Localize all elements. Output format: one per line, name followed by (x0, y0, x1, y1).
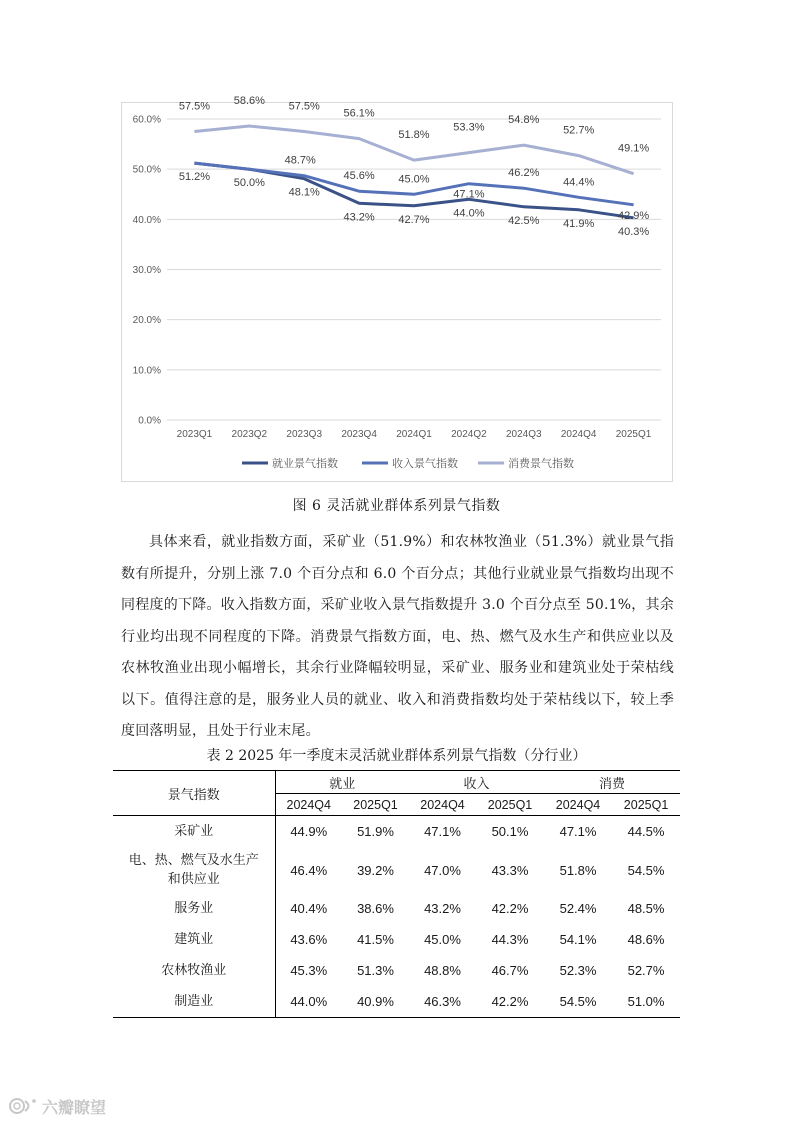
row-label-line: 制造业 (174, 994, 214, 1009)
camera-lens-icon (8, 1095, 38, 1117)
watermark-text: 六瓣瞭望 (42, 1097, 107, 1117)
table-cell: 44.5% (627, 824, 665, 839)
table-cell: 40.4% (290, 901, 328, 916)
x-tick-label: 2024Q4 (560, 429, 597, 440)
table-cell: 51.3% (357, 963, 394, 978)
data-label: 49.1% (617, 142, 650, 155)
table-cell: 43.2% (424, 901, 461, 916)
table-row (113, 847, 680, 893)
period-header: 2025Q1 (342, 794, 409, 816)
table-caption: 表 2 2025 年一季度末灵活就业群体系列景气指数（分行业） (206, 748, 587, 764)
data-label: 42.5% (508, 214, 540, 227)
y-tick-label: 50.0% (132, 164, 161, 176)
group-header-income: 收入 (409, 771, 544, 794)
data-label: 58.6% (233, 95, 265, 108)
group-header-employment: 就业 (275, 771, 409, 794)
row-label (113, 847, 275, 893)
line-chart (121, 95, 673, 482)
y-tick-label: 20.0% (132, 315, 161, 327)
data-label: 46.2% (508, 167, 540, 180)
period-header: 2024Q4 (275, 794, 342, 816)
group-header-consumption: 消费 (544, 771, 680, 794)
data-label: 51.2% (178, 171, 211, 184)
data-label: 48.1% (288, 186, 320, 199)
table-cell: 43.6% (290, 932, 328, 947)
data-label: 48.7% (284, 154, 316, 167)
table-cell: 47.1% (424, 824, 461, 839)
legend-label: 就业景气指数 (272, 457, 338, 470)
table-cell: 46.4% (290, 862, 328, 878)
period-header: 2025Q1 (476, 794, 544, 816)
table-cell: 52.4% (559, 901, 597, 916)
x-tick-label: 2025Q1 (615, 429, 652, 440)
industry-index-table (113, 770, 680, 1018)
table-row (113, 986, 680, 1018)
x-tick-label: 2024Q1 (396, 429, 432, 440)
data-label: 57.5% (178, 100, 211, 113)
watermark (8, 1093, 128, 1119)
table-cell: 42.2% (491, 901, 529, 916)
table-cell: 39.2% (357, 862, 394, 878)
table-cell: 41.5% (357, 932, 394, 947)
row-label (113, 924, 275, 955)
row-label (113, 955, 275, 986)
table-cell: 46.7% (491, 963, 529, 978)
figure-caption: 图 6 灵活就业群体系列景气指数 (292, 498, 501, 514)
y-tick-label: 40.0% (132, 214, 161, 226)
row-label (113, 893, 275, 924)
data-label: 52.7% (563, 124, 595, 137)
data-label: 40.3% (617, 225, 650, 238)
corner-header: 景气指数 (113, 771, 275, 816)
table-cell: 46.3% (409, 986, 476, 1018)
table-cell: 54.5% (627, 862, 665, 878)
data-label: 51.8% (398, 129, 430, 142)
table-cell: 40.9% (342, 986, 409, 1018)
row-label-line: 农林牧渔业 (161, 963, 227, 978)
data-label: 53.3% (453, 121, 485, 134)
y-tick-label: 10.0% (132, 365, 161, 377)
row-label (113, 816, 275, 848)
row-label (113, 986, 275, 1018)
table-cell: 50.1% (491, 824, 529, 839)
row-label-line: 服务业 (174, 901, 214, 916)
table-cell: 54.1% (559, 932, 597, 947)
table-cell: 44.0% (275, 986, 342, 1018)
x-tick-label: 2023Q1 (176, 429, 213, 440)
chart-canvas (122, 95, 674, 483)
data-label: 56.1% (343, 107, 375, 120)
x-tick-label: 2023Q3 (286, 429, 323, 440)
table-cell: 48.8% (424, 963, 461, 978)
x-tick-label: 2023Q2 (231, 429, 268, 440)
table-cell: 43.3% (491, 862, 529, 878)
row-label-line: 采矿业 (174, 824, 214, 839)
legend-label: 消费景气指数 (508, 457, 574, 470)
y-tick-label: 0.0% (138, 415, 161, 427)
period-header: 2025Q1 (612, 794, 680, 816)
table-row (113, 893, 680, 924)
data-label: 45.0% (398, 173, 430, 186)
x-tick-label: 2023Q4 (341, 429, 377, 440)
table-cell: 38.6% (357, 901, 394, 916)
table-cell: 52.3% (559, 963, 597, 978)
table-cell: 54.5% (544, 986, 612, 1018)
table-cell: 44.3% (491, 932, 529, 947)
table-cell: 47.0% (424, 862, 461, 878)
period-header: 2024Q4 (409, 794, 476, 816)
table-cell: 42.2% (476, 986, 544, 1018)
x-tick-label: 2024Q3 (505, 429, 542, 440)
table-cell: 51.8% (559, 862, 597, 878)
data-label: 47.1% (453, 188, 485, 201)
legend-label: 收入景气指数 (392, 457, 458, 470)
table-cell: 48.6% (627, 932, 665, 947)
body-paragraph: 具体来看，就业指数方面，采矿业（51.9%）和农林牧渔业（51.3%）就业景气指数有所提升，分别上涨 7.0 个百分点和 6.0 个百分点；其他行业就业景气指数均出现不同程度的下降。收入指数方面，采矿业收入景气指数提升 3.0 个百分点至 50.1%，其余行业均出现不同程度的下降。消费景气指数方面，电、热、燃气及水生产和供应业以及农林牧渔业出现小幅增长，其余行业降幅较明显，采矿业、服务业和建筑业处于荣枯线以下。值得注意的是，服务业人员的就业、收入和消费指数均处于荣枯线以下，较上季度回落明显，且处于行业末尾。 (121, 534, 674, 739)
table-row (113, 816, 680, 848)
table-cell: 48.5% (627, 901, 665, 916)
row-label-line: 和供应业 (167, 872, 220, 887)
period-header: 2024Q4 (544, 794, 612, 816)
x-tick-label: 2024Q2 (451, 429, 487, 440)
data-label: 50.0% (233, 177, 265, 190)
table-cell: 45.0% (424, 932, 461, 947)
data-label: 44.0% (453, 207, 485, 220)
data-label: 54.8% (508, 114, 540, 127)
table-row (113, 955, 680, 986)
table-cell: 45.3% (290, 963, 328, 978)
table-header-row (113, 771, 680, 794)
data-label: 42.7% (398, 213, 430, 226)
table-cell: 51.0% (612, 986, 680, 1018)
table-cell: 51.9% (357, 824, 394, 839)
y-tick-label: 30.0% (132, 265, 161, 276)
data-label: 45.6% (343, 170, 375, 183)
data-label: 57.5% (288, 100, 320, 113)
table-row (113, 924, 680, 955)
table-cell: 52.7% (627, 963, 665, 978)
data-label: 42.9% (617, 209, 650, 222)
data-label: 41.9% (563, 217, 595, 230)
row-label-line: 电、热、燃气及水生产 (128, 853, 259, 868)
row-label-line: 建筑业 (174, 932, 214, 947)
table-cell: 47.1% (559, 824, 597, 839)
table-cell: 44.9% (290, 824, 328, 839)
y-tick-label: 60.0% (132, 114, 161, 126)
data-label: 43.2% (343, 211, 375, 224)
data-label: 44.4% (563, 176, 595, 189)
